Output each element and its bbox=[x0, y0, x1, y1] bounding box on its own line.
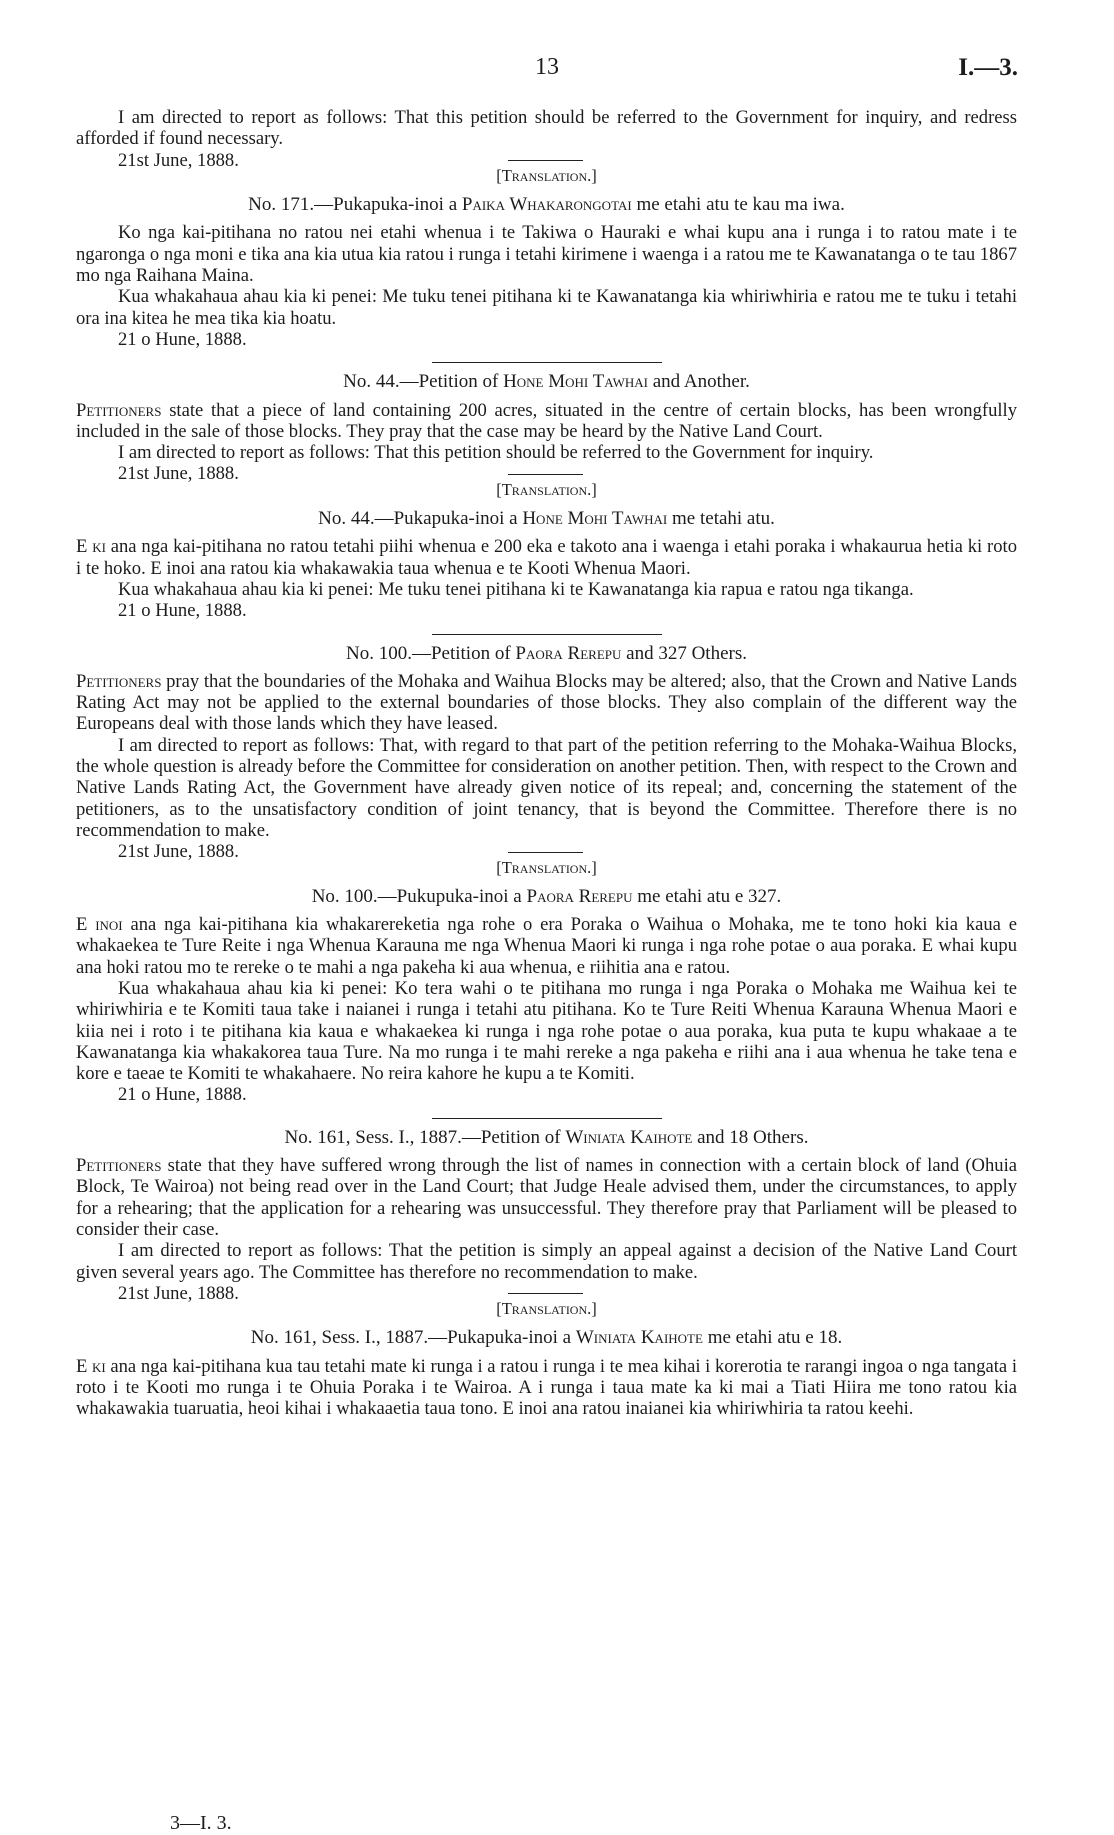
petition-title bbox=[76, 643, 1017, 664]
title-suffix: me etahi atu e 327. bbox=[632, 885, 782, 907]
report-paragraph: I am directed to report as follows: That the petition is simply an appeal against a decision of the Native Land Court given several years ago. The Committee has therefore no recommendation to make. bbox=[76, 1240, 1017, 1283]
report-paragraph: I am directed to report as follows: That, with regard to that part of the petition referring to the Mohaka-Waihua Blocks, the whole question is already before the Committee for consideration on another petition. Then, with respect to the Crown and Native Lands Rating Act, the Government have already given notice of its repeal; and, concerning the statement of the petitioners, as to the unsatisfactory condition of joint tenancy, that is beyond the Committee. Therefore there is no recommendation to make. bbox=[76, 734, 1017, 841]
petition-text: state that they have suffered wrong through the list of names in connection with a certain block of land (Ohuia Block, Te Wairoa) not being read over in the Land Court; that Judge Heale advised them, under the circumstances, to apply for a rehearing; that the application for a rehearing was unsuccessful. They therefore pray that Parliament will be pleased to consider their case. bbox=[76, 1155, 1017, 1240]
section-divider bbox=[432, 1118, 662, 1119]
title-prefix: No. 44.—Petition of bbox=[343, 371, 504, 393]
section-divider bbox=[432, 362, 662, 363]
petition-text: state that a piece of land containing 200 acres, situated in the centre of certain blocks, has been wrongfully included in the sale of those blocks. They pray that the case may be heard by the Native Land Court. bbox=[76, 399, 1017, 442]
paper-reference: I.—3. bbox=[958, 54, 1018, 81]
title-prefix: No. 100.—Petition of bbox=[345, 642, 516, 664]
date-line: 21 o Hune, 1888. bbox=[118, 1084, 247, 1106]
title-suffix: and 18 Others. bbox=[692, 1126, 809, 1148]
page-content bbox=[76, 107, 1017, 1420]
short-divider bbox=[508, 852, 583, 853]
short-divider bbox=[508, 1293, 583, 1294]
title-suffix: me etahi atu te kau ma iwa. bbox=[631, 194, 845, 216]
report-paragraph: I am directed to report as follows: That this petition should be referred to the Government for inquiry. bbox=[118, 442, 874, 464]
petitioner-name: Winiata Kaihote bbox=[575, 1327, 703, 1349]
petition-title bbox=[76, 1127, 1017, 1148]
translation-label: [Translation.] bbox=[496, 1299, 597, 1319]
title-prefix: No. 100.—Pukupuka-inoi a bbox=[311, 885, 527, 907]
title-suffix: me etahi atu e 18. bbox=[702, 1327, 843, 1349]
report-paragraph: Kua whakahaua ahau kia ki penei: Me tuku tenei pitihana ki te Kawanatanga kia rapua e ratou nga tikanga. bbox=[118, 578, 914, 600]
petition-body bbox=[76, 1155, 1017, 1240]
report-paragraph: Kua whakahaua ahau kia ki penei: Ko tera wahi o te pitihana mo runga i nga Poraka o Mohaka me Waihua kei te whiriwhiria e te Komiti taua take i naianei i runga i tetahi atu pitihana. Ko te Ture Reiti Whenua Karauna Whenua Maori e kiia nei i roto i te pitihana kia kaua e whakaekea ki runga i nga rohe potae o aua poraka, kua puta te kupu whakaae a te Kawanatanga kia whakakorea taua Ture. Na mo runga i te mahi rereke a nga pakeha e riihi ana i aua whenua he take tena e kore e taeae te Komiti te whakahaere. No reira kahore he kupu a te Komiti. bbox=[76, 977, 1017, 1085]
petition-title bbox=[76, 1327, 1017, 1348]
report-paragraph: I am directed to report as follows: That this petition should be referred to the Government for inquiry, and redress afforded if found necessary. bbox=[76, 107, 1017, 150]
title-suffix: me tetahi atu. bbox=[667, 508, 775, 530]
title-prefix: No. 161, Sess. I., 1887.—Petition of bbox=[284, 1126, 566, 1148]
petition-body: Ko nga kai-pitihana no ratou nei etahi whenua i te Takiwa o Hauraki e whai kupu ana i runga i to ratou mate i te ngaronga o nga moni e tika ana kia utua kia ratou i runga i tetahi kirimene i waenga i a ratou me te Kawanatanga o te tau 1867 mo nga Raihana Maina. bbox=[76, 222, 1017, 287]
translation-label: [Translation.] bbox=[496, 479, 597, 499]
petition-title bbox=[76, 886, 1017, 907]
title-prefix: No. 171.—Pukapuka-inoi a bbox=[248, 194, 462, 216]
page-number: 13 bbox=[535, 54, 559, 80]
lead-word: E ki bbox=[76, 536, 106, 558]
short-divider bbox=[508, 474, 583, 475]
lead-word: E inoi bbox=[76, 914, 123, 936]
petition-text: ana nga kai-pitihana kua tau tetahi mate ki runga i a ratou i runga i te mea kihai i korerotia te rarangi ingoa o nga tangata i roto i te Kooti mo runga i te Ohuia Poraka i te Wairoa. A i runga i taua mate ka ki mai a Tiati Hiira me tono ratou kia whakawakia tuaruatia, heoi kihai i whakaaetia taua tono. E inoi ana ratou inaianei kia whiriwhiria ta ratou keehi. bbox=[76, 1355, 1017, 1420]
lead-word: Petitioners bbox=[76, 1155, 162, 1177]
petitioner-name: Paika Whakarongotai bbox=[461, 194, 632, 216]
petition-body bbox=[76, 400, 1017, 443]
lead-word: Petitioners bbox=[76, 670, 162, 692]
translation-label: [Translation.] bbox=[496, 165, 597, 185]
date-line: 21 o Hune, 1888. bbox=[118, 600, 247, 622]
petition-text: ana nga kai-pitihana kia whakarereketia nga rohe o era Poraka o Waihua o Mohaka, me te tono hoki kia kaua e whakaekea te Ture Reite i nga Whenua Karauna me nga Whenua Maori ki runga i nga rohe potae o aua poraka. E whai kupu ana hoki ratou mo te rereke o te mahi a nga pakeha ki aua whenua, e riihitia ana e ratou. bbox=[76, 914, 1017, 978]
petition-body bbox=[76, 536, 1017, 579]
report-paragraph: Kua whakahaua ahau kia ki penei: Me tuku tenei pitihana ki te Kawanatanga kia whiriwhiria e ratou me te tuku i tetahi ora ina kitea he mea tika kia hoatu. bbox=[76, 286, 1017, 329]
petition-title bbox=[76, 194, 1017, 215]
petition-body bbox=[76, 914, 1017, 978]
date-line: 21 o Hune, 1888. bbox=[118, 328, 247, 350]
petition-body bbox=[76, 1356, 1017, 1420]
date-line: 21st June, 1888. bbox=[118, 149, 239, 171]
short-divider bbox=[508, 160, 583, 161]
petition-title bbox=[76, 508, 1017, 529]
petitioner-name: Winiata Kaihote bbox=[565, 1126, 693, 1148]
lead-word: Petitioners bbox=[76, 399, 162, 421]
date-line: 21st June, 1888. bbox=[118, 463, 239, 485]
petition-text: pray that the boundaries of the Mohaka and Waihua Blocks may be altered; also, that the Crown and Native Lands Rating Act may not be applied to the external boundaries of those blocks. They also complain of the different way the Europeans deal with those lands which they have leased. bbox=[76, 670, 1017, 735]
petition-text: ana nga kai-pitihana no ratou tetahi piihi whenua e 200 eka e takoto ana i waenga i etahi poraka i whakaurua hetia ki roto i te hoko. E inoi ana ratou kia whakawakia taua whenua e te Kooti Whenua Maori. bbox=[76, 536, 1017, 579]
lead-word: E ki bbox=[76, 1355, 106, 1377]
title-suffix: and Another. bbox=[648, 371, 750, 393]
petition-title bbox=[76, 371, 1017, 392]
translation-label: [Translation.] bbox=[496, 857, 597, 877]
petition-body bbox=[76, 671, 1017, 735]
petitioner-name: Hone Mohi Tawhai bbox=[522, 508, 668, 530]
title-prefix: No. 44.—Pukapuka-inoi a bbox=[318, 508, 523, 530]
petitioner-name: Paora Rerepu bbox=[526, 885, 633, 907]
date-line: 21st June, 1888. bbox=[118, 841, 239, 863]
title-prefix: No. 161, Sess. I., 1887.—Pukapuka-inoi a bbox=[250, 1327, 576, 1349]
title-suffix: and 327 Others. bbox=[621, 642, 747, 664]
page-signature: 3—I. 3. bbox=[170, 1812, 232, 1834]
petitioner-name: Paora Rerepu bbox=[515, 642, 622, 664]
date-line: 21st June, 1888. bbox=[118, 1282, 239, 1304]
section-divider bbox=[432, 634, 662, 635]
petitioner-name: Hone Mohi Tawhai bbox=[503, 371, 648, 393]
page-header bbox=[76, 54, 1018, 88]
